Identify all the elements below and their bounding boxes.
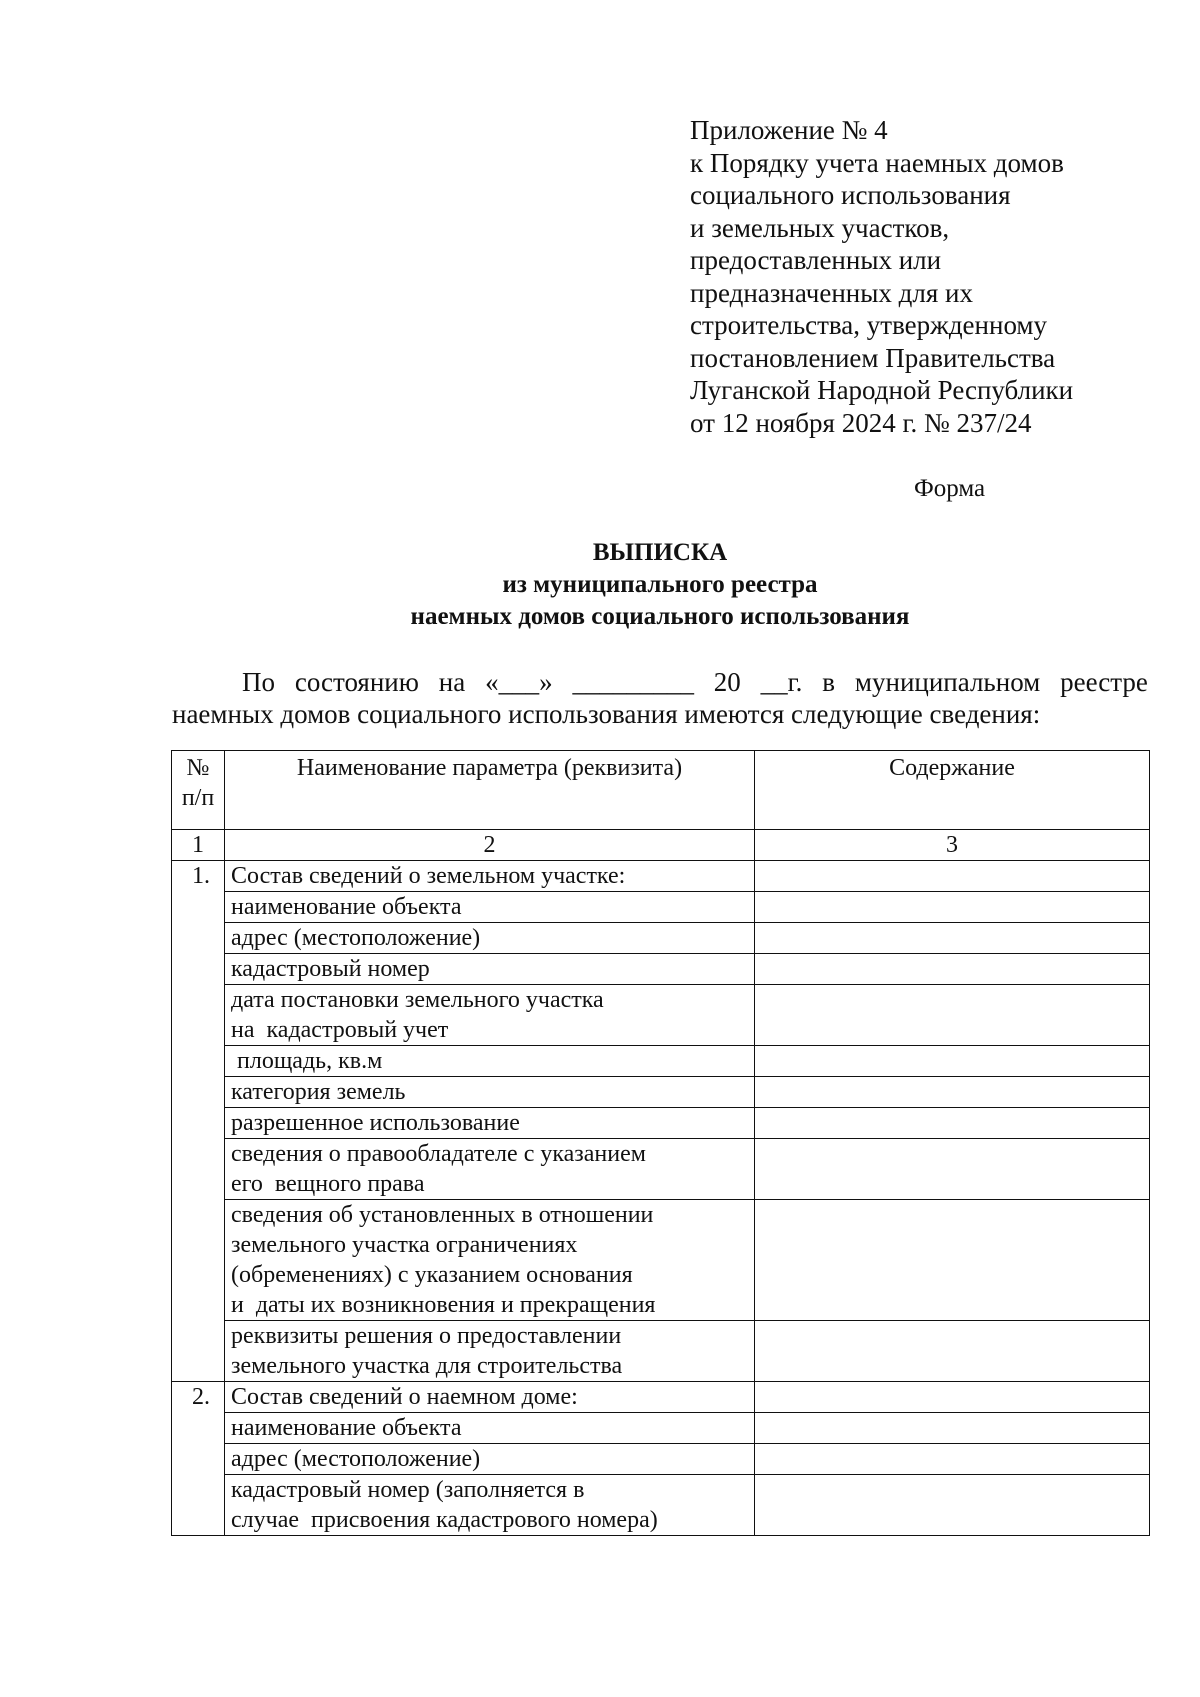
param-cell: разрешенное использование — [225, 1108, 755, 1139]
content-cell[interactable] — [755, 1444, 1150, 1475]
content-cell[interactable] — [755, 1046, 1150, 1077]
appendix-line: предоставленных или — [690, 245, 942, 275]
content-cell[interactable] — [755, 1382, 1150, 1413]
table-row — [172, 1139, 1150, 1200]
table-row — [172, 954, 1150, 985]
param-cell: сведения об установленных в отношении земельного участка ограничениях (обременениях) с указанием основания и даты их возникновения и прекращения — [225, 1200, 755, 1321]
table-row — [172, 1200, 1150, 1321]
title-line-main: ВЫПИСКА — [592, 539, 728, 566]
intro-word: реестре — [1060, 667, 1148, 697]
intro-month-blank: _________ — [572, 667, 694, 697]
intro-paragraph — [172, 666, 1148, 730]
index-cell: 2 — [225, 830, 755, 861]
appendix-line: строительства, утвержденному — [690, 310, 1048, 340]
index-cell: 1 — [172, 830, 225, 861]
title-line: из муниципального реестра — [502, 571, 818, 598]
section-heading-cell: Состав сведений о земельном участке: — [225, 861, 755, 892]
content-cell[interactable] — [755, 923, 1150, 954]
title-line: наемных домов социального использования — [410, 603, 910, 630]
header-content: Содержание — [755, 751, 1150, 830]
intro-word: на — [438, 667, 466, 697]
appendix-line: социального использования — [690, 180, 1011, 210]
table-row — [172, 1077, 1150, 1108]
table-row — [172, 1413, 1150, 1444]
form-label: Форма — [914, 475, 986, 502]
param-cell: кадастровый номер (заполняется в случае присвоения кадастрового номера) — [225, 1475, 755, 1536]
param-cell: наименование объекта — [225, 1413, 755, 1444]
intro-line-2: наемных домов социального использования имеются следующие сведения: — [172, 699, 1041, 729]
table-row — [172, 1321, 1150, 1382]
content-cell[interactable] — [755, 1321, 1150, 1382]
appendix-line: Луганской Народной Республики — [690, 375, 1074, 405]
appendix-line: и земельных участков, — [690, 212, 950, 243]
appendix-line: к Порядку учета наемных домов — [690, 147, 1064, 178]
table-row — [172, 1475, 1150, 1536]
content-cell[interactable] — [755, 1077, 1150, 1108]
param-cell: кадастровый номер — [225, 954, 755, 985]
intro-word: состоянию — [294, 667, 419, 697]
appendix-line: от 12 ноября 2024 г. № 237/24 — [690, 407, 1032, 438]
index-cell: 3 — [755, 830, 1150, 861]
table-row — [172, 1444, 1150, 1475]
table-row — [172, 923, 1150, 954]
table-row — [172, 861, 1150, 892]
appendix-line: предназначенных для их — [690, 277, 973, 308]
param-cell: реквизиты решения о предоставлении земельного участка для строительства — [225, 1321, 755, 1382]
content-cell[interactable] — [755, 892, 1150, 923]
intro-word: муниципальном — [854, 667, 1041, 697]
param-cell: наименование объекта — [225, 892, 755, 923]
registry-table — [171, 750, 1150, 1536]
header-num-label: № п/п — [181, 755, 215, 811]
section-number: 2. — [172, 1382, 225, 1536]
appendix-line: постановлением Правительства — [690, 342, 1056, 373]
table-header-row — [172, 751, 1150, 830]
table-row — [172, 1382, 1150, 1413]
param-cell: адрес (местоположение) — [225, 1444, 755, 1475]
param-cell: адрес (местоположение) — [225, 923, 755, 954]
intro-year-blank: __г. — [760, 667, 803, 697]
appendix-block — [690, 114, 1130, 439]
table-row — [172, 985, 1150, 1046]
header-num — [172, 751, 225, 830]
content-cell[interactable] — [755, 1200, 1150, 1321]
param-cell: площадь, кв.м — [225, 1046, 755, 1077]
content-cell[interactable] — [755, 1413, 1150, 1444]
table-row — [172, 1108, 1150, 1139]
intro-word: в — [822, 667, 836, 697]
document-title — [170, 537, 1150, 633]
content-cell[interactable] — [755, 1108, 1150, 1139]
param-cell: категория земель — [225, 1077, 755, 1108]
content-cell[interactable] — [755, 1139, 1150, 1200]
table-row — [172, 892, 1150, 923]
intro-word: По — [242, 667, 275, 697]
content-cell[interactable] — [755, 861, 1150, 892]
content-cell[interactable] — [755, 954, 1150, 985]
intro-day-blank: «___» — [485, 667, 553, 697]
table-row — [172, 1046, 1150, 1077]
param-cell: сведения о правообладателе с указанием его вещного права — [225, 1139, 755, 1200]
section-number: 1. — [172, 861, 225, 1382]
content-cell[interactable] — [755, 985, 1150, 1046]
content-cell[interactable] — [755, 1475, 1150, 1536]
intro-word: 20 — [713, 667, 741, 697]
table-index-row — [172, 830, 1150, 861]
intro-line-1 — [172, 666, 1148, 698]
param-cell: дата постановки земельного участка на кадастровый учет — [225, 985, 755, 1046]
header-param: Наименование параметра (реквизита) — [225, 751, 755, 830]
section-heading-cell: Состав сведений о наемном доме: — [225, 1382, 755, 1413]
appendix-line: Приложение № 4 — [690, 115, 888, 145]
